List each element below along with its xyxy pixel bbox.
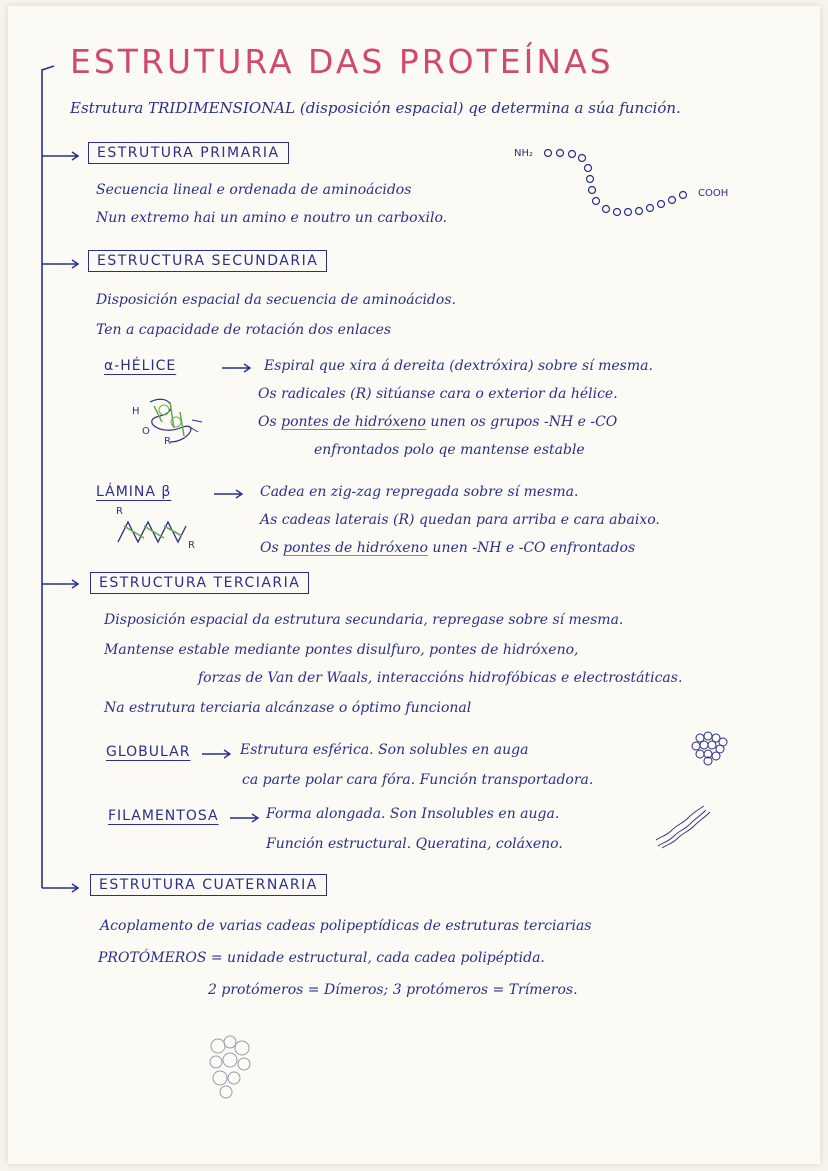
subtitle: Estrutura TRIDIMENSIONAL (disposición espacial) qe determina a súa función. — [70, 99, 681, 117]
beta-sheet-term: LÁMINA β — [96, 484, 172, 500]
helix-h-label: H — [132, 406, 140, 417]
lamina-line-1: Cadea en zig-zag repregada sobre sí mesma. — [260, 484, 579, 500]
helice-line-1: Espiral que xira á dereita (dextróxira) sobre sí mesma. — [264, 358, 653, 374]
arrow-icon — [212, 488, 252, 500]
globular-line-1: Estrutura esférica. Son solubles en auga — [240, 742, 529, 758]
sheet-r-label-top: R — [116, 506, 123, 517]
arrow-icon — [228, 812, 268, 824]
section-cuaternaria-label: ESTRUTURA CUATERNARIA — [90, 874, 327, 896]
hydrogen-bond-highlight: pontes de hidróxeno — [281, 414, 426, 430]
primaria-line-1: Secuencia lineal e ordenada de aminoácidos — [96, 182, 412, 198]
nh2-label: NH₂ — [514, 148, 534, 159]
terciaria-line-2: Mantense estable mediante pontes disulfuro, pontes de hidróxeno, — [104, 642, 579, 658]
primaria-line-2: Nun extremo hai un amino e noutro un carboxilo. — [96, 210, 448, 226]
section-terciaria-label: ESTRUCTURA TERCIARIA — [90, 572, 309, 594]
cuaternaria-line-1: Acoplamento de varias cadeas polipeptídicas de estruturas terciarias — [100, 918, 592, 934]
lamina-line-3: Os pontes de hidróxeno unen -NH e -CO enfrontados — [260, 540, 636, 556]
secundaria-line-2: Ten a capacidade de rotación dos enlaces — [96, 322, 392, 338]
helix-o-label: O — [142, 426, 150, 437]
terciaria-line-4: Na estrutura terciaria alcánzase o óptimo funcional — [104, 700, 472, 716]
helice-line-4: enfrontados polo qe mantense estable — [314, 442, 585, 458]
alpha-helix-term: α-HÉLICE — [104, 358, 177, 374]
section-primaria-label: ESTRUTURA PRIMARIA — [88, 142, 289, 164]
cuaternaria-line-2: PROTÓMEROS = unidade estructural, cada cadea polipéptida. — [98, 950, 545, 966]
notebook-page — [8, 6, 820, 1164]
helix-r-label: R — [164, 436, 171, 447]
filamentosa-line-1: Forma alongada. Son Insolubles en auga. — [266, 806, 560, 822]
secundaria-line-1: Disposición espacial da secuencia de aminoácidos. — [96, 292, 456, 308]
hydrogen-bond-highlight: pontes de hidróxeno — [283, 540, 428, 556]
helice-line-3: Os pontes de hidróxeno unen os grupos -NH e -CO — [258, 414, 618, 430]
sheet-r-label-bottom: R — [188, 540, 195, 551]
globular-term: GLOBULAR — [106, 744, 191, 760]
fibrous-protein-diagram — [654, 802, 714, 852]
terciaria-line-3: forzas de Van der Waals, interaccións hidrofóbicas e electrostáticas. — [198, 670, 683, 686]
beta-sheet-diagram — [114, 512, 194, 552]
arrow-icon — [200, 748, 240, 760]
globular-line-2: ca parte polar cara fóra. Función transportadora. — [242, 772, 594, 788]
helice-line-2: Os radicales (R) sitúanse cara o exterior da hélice. — [258, 386, 618, 402]
cooh-label: COOH — [698, 188, 729, 199]
terciaria-line-1: Disposición espacial da estrutura secundaria, repregase sobre sí mesma. — [104, 612, 624, 628]
cuaternaria-line-3: 2 protómeros = Dímeros; 3 protómeros = Trímeros. — [208, 982, 578, 998]
lamina-line-2: As cadeas laterais (R) quedan para arriba e cara abaixo. — [260, 512, 660, 528]
filamentosa-line-2: Función estructural. Queratina, coláxeno. — [266, 836, 563, 852]
quaternary-protein-sketch — [198, 1026, 278, 1106]
alpha-helix-diagram — [140, 392, 220, 452]
section-secundaria-label: ESTRUCTURA SECUNDARIA — [88, 250, 327, 272]
globular-protein-diagram — [688, 728, 738, 768]
arrow-icon — [220, 362, 260, 374]
page-title: ESTRUTURA DAS PROTEÍNAS — [70, 42, 614, 81]
filamentosa-term: FILAMENTOSA — [108, 808, 219, 824]
